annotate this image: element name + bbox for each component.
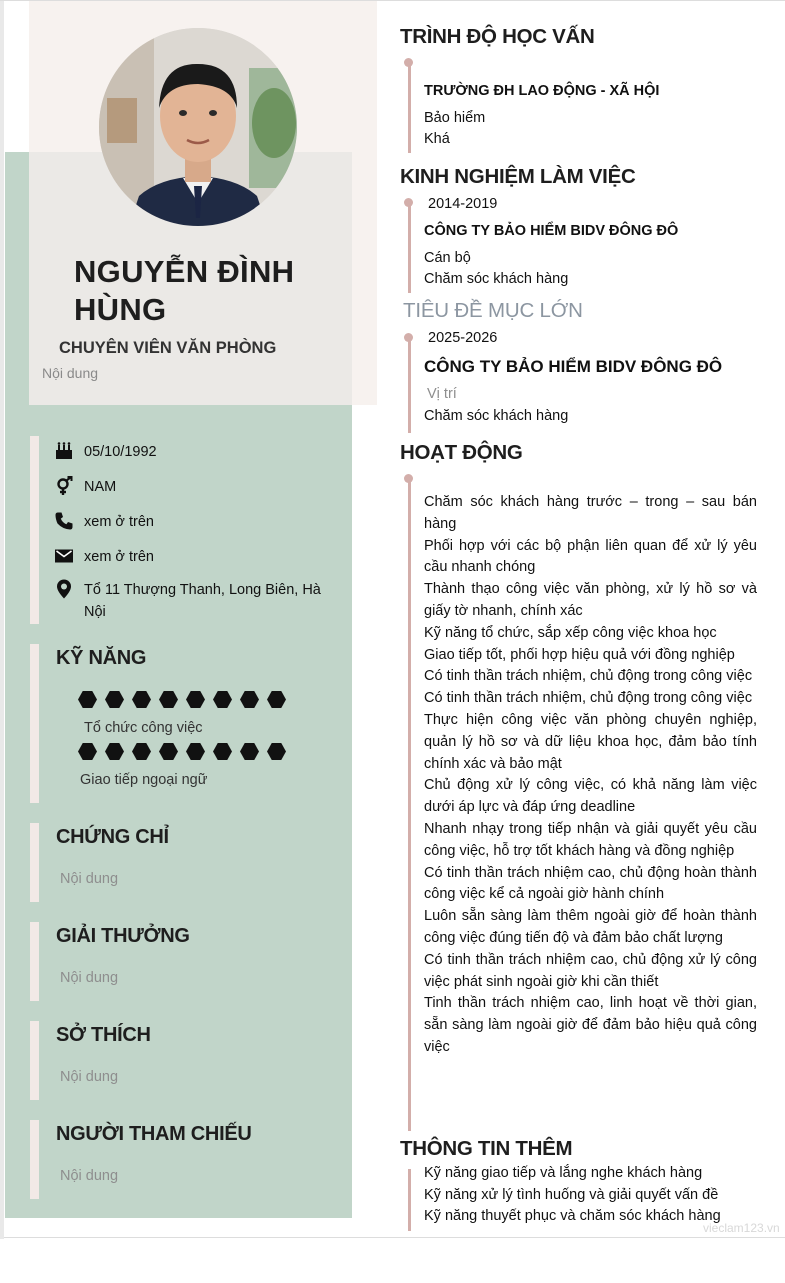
extra-section-company: CÔNG TY BẢO HIỂM BIDV ĐÔNG ĐÔ xyxy=(424,357,723,376)
extra-section-period: 2025-2026 xyxy=(428,330,498,346)
activities-timeline xyxy=(408,477,411,1131)
skill-rating-1 xyxy=(78,691,286,708)
references-side-bar xyxy=(30,1120,39,1199)
skills-side-bar xyxy=(30,644,39,803)
address-text: Tổ 11 Thượng Thanh, Long Biên, Hà Nội xyxy=(84,582,321,620)
left-edge-strip xyxy=(0,1,4,1239)
hobbies-side-bar xyxy=(30,1021,39,1100)
skill-label-1: Tổ chức công việc xyxy=(84,720,203,736)
activity-item: Luôn sẵn sàng làm thêm ngoài giờ để hoàn thành công việc đúng tiến độ và đảm bảo chất lượng xyxy=(424,908,757,946)
rating-hexagon-icon xyxy=(213,691,232,708)
contact-address xyxy=(54,579,324,623)
activity-item: Tinh thần trách nhiệm cao, linh hoạt về thời gian, sẵn sàng làm ngoài giờ để đảm bảo hiệu quả công việc xyxy=(424,995,757,1055)
activity-item: Có tinh thần trách nhiệm cao, chủ động xử lý công việc phát sinh ngoài giờ khi cần thiết xyxy=(424,951,757,990)
phone-text: xem ở trên xyxy=(84,514,154,530)
activity-item: Chăm sóc khách hàng trước – trong – sau bán hàng xyxy=(424,494,757,532)
certificates-content: Nội dung xyxy=(60,871,119,887)
additional-info-title: THÔNG TIN THÊM xyxy=(400,1137,573,1160)
contact-side-bar xyxy=(30,436,39,624)
additional-info-item: Kỹ năng giao tiếp và lắng nghe khách hàng xyxy=(424,1165,703,1181)
birthday-text: 05/10/1992 xyxy=(84,444,157,460)
skill-label-2: Giao tiếp ngoại ngữ xyxy=(80,772,208,788)
experience-description: Chăm sóc khách hàng xyxy=(424,271,569,287)
location-pin-icon xyxy=(54,579,74,599)
watermark: vieclam123.vn xyxy=(703,1221,780,1235)
education-major: Bảo hiểm xyxy=(424,110,486,126)
activity-item: Chủ động xử lý công việc, có khả năng làm việc dưới áp lực và đáp ứng deadline xyxy=(424,777,757,816)
timeline-dot xyxy=(404,58,413,67)
activity-item: Thực hiện công việc văn phòng chuyên nghiệp, quản lý hồ sơ và dữ liệu khoa học, đảm bảo tính chính xác và bảo mật xyxy=(424,711,757,772)
birthday-cake-icon xyxy=(54,441,74,461)
extra-section-timeline xyxy=(408,335,411,433)
certificates-side-bar xyxy=(30,823,39,902)
rating-hexagon-icon xyxy=(240,691,259,708)
hobbies-title: SỞ THÍCH xyxy=(56,1024,151,1046)
rating-hexagon-icon xyxy=(105,691,124,708)
rating-hexagon-icon xyxy=(267,691,286,708)
references-title: NGƯỜI THAM CHIẾU xyxy=(56,1123,252,1145)
phone-icon xyxy=(54,511,74,531)
hobbies-content: Nội dung xyxy=(60,1069,119,1085)
education-title: TRÌNH ĐỘ HỌC VẤN xyxy=(400,25,595,48)
awards-content: Nội dung xyxy=(60,970,119,986)
contact-birthday xyxy=(54,441,157,463)
activity-item: Giao tiếp tốt, phối hợp hiệu quả với đồng nghiệp xyxy=(424,646,735,663)
avatar xyxy=(99,28,297,226)
certificates-title: CHỨNG CHỈ xyxy=(56,826,169,848)
activity-item: Có tinh thần trách nhiệm, chủ động trong công việc xyxy=(424,690,753,707)
rating-hexagon-icon xyxy=(213,743,232,760)
education-timeline xyxy=(408,61,411,153)
rating-hexagon-icon xyxy=(78,691,97,708)
contact-gender xyxy=(54,476,116,498)
awards-title: GIẢI THƯỞNG xyxy=(56,925,190,947)
experience-position: Cán bộ xyxy=(424,250,471,266)
rating-hexagon-icon xyxy=(267,743,286,760)
timeline-dot xyxy=(404,198,413,207)
skills-title: KỸ NĂNG xyxy=(56,647,147,669)
experience-period: 2014-2019 xyxy=(428,196,498,212)
experience-timeline xyxy=(408,200,411,293)
candidate-name: NGUYỄN ĐÌNH HÙNG xyxy=(74,254,295,327)
extra-section-description: Chăm sóc khách hàng xyxy=(424,408,569,424)
profile-summary: Nội dung xyxy=(42,365,99,381)
timeline-dot xyxy=(404,474,413,483)
activity-item: Thành thạo công việc văn phòng, xử lý hồ sơ và giấy tờ nhanh, chính xác xyxy=(424,581,757,619)
rating-hexagon-icon xyxy=(159,691,178,708)
education-grade: Khá xyxy=(424,131,450,147)
additional-info-item: Kỹ năng thuyết phục và chăm sóc khách hàng xyxy=(424,1208,721,1224)
activities-list xyxy=(424,492,757,1059)
additional-info-item: Kỹ năng xử lý tình huống và giải quyết vấn đề xyxy=(424,1186,719,1203)
experience-company: CÔNG TY BẢO HIỂM BIDV ĐÔNG ĐÔ xyxy=(424,223,679,239)
rating-hexagon-icon xyxy=(105,743,124,760)
rating-hexagon-icon xyxy=(132,743,151,760)
rating-hexagon-icon xyxy=(240,743,259,760)
job-title: CHUYÊN VIÊN VĂN PHÒNG xyxy=(59,339,277,357)
timeline-dot xyxy=(404,333,413,342)
gender-text: NAM xyxy=(84,479,117,495)
awards-side-bar xyxy=(30,922,39,1001)
activity-item: Có tinh thần trách nhiệm cao, chủ động hoàn thành công việc kể cả ngoài giờ hành chính xyxy=(424,864,757,903)
email-icon xyxy=(54,546,74,566)
rating-hexagon-icon xyxy=(186,743,205,760)
activity-item: Phối hợp với các bộ phận liên quan để xử lý yêu cầu nhanh chóng xyxy=(424,537,757,576)
activities-title: HOẠT ĐỘNG xyxy=(400,441,523,464)
extra-section-position: Vị trí xyxy=(427,386,457,402)
extra-section-title: TIÊU ĐỀ MỤC LỚN xyxy=(403,299,583,322)
education-school: TRƯỜNG ĐH LAO ĐỘNG - XÃ HỘI xyxy=(424,83,660,99)
gender-icon xyxy=(54,476,74,496)
skill-rating-2 xyxy=(78,743,286,760)
contact-email xyxy=(54,546,154,568)
rating-hexagon-icon xyxy=(132,691,151,708)
contact-phone xyxy=(54,511,154,533)
rating-hexagon-icon xyxy=(78,743,97,760)
rating-hexagon-icon xyxy=(159,743,178,760)
rating-hexagon-icon xyxy=(186,691,205,708)
activity-item: Kỹ năng tổ chức, sắp xếp công việc khoa học xyxy=(424,624,717,641)
references-content: Nội dung xyxy=(60,1168,119,1184)
additional-info-list xyxy=(424,1163,764,1228)
experience-title: KINH NGHIỆM LÀM VIỆC xyxy=(400,165,636,188)
activity-item: Có tinh thần trách nhiệm, chủ động trong công việc xyxy=(424,668,753,685)
email-text: xem ở trên xyxy=(84,549,154,565)
additional-info-timeline xyxy=(408,1169,411,1231)
activity-item: Nhanh nhạy trong tiếp nhận và giải quyết yêu cầu công việc, hỗ trợ tốt khách hàng và đồng nghiệp xyxy=(424,820,757,859)
